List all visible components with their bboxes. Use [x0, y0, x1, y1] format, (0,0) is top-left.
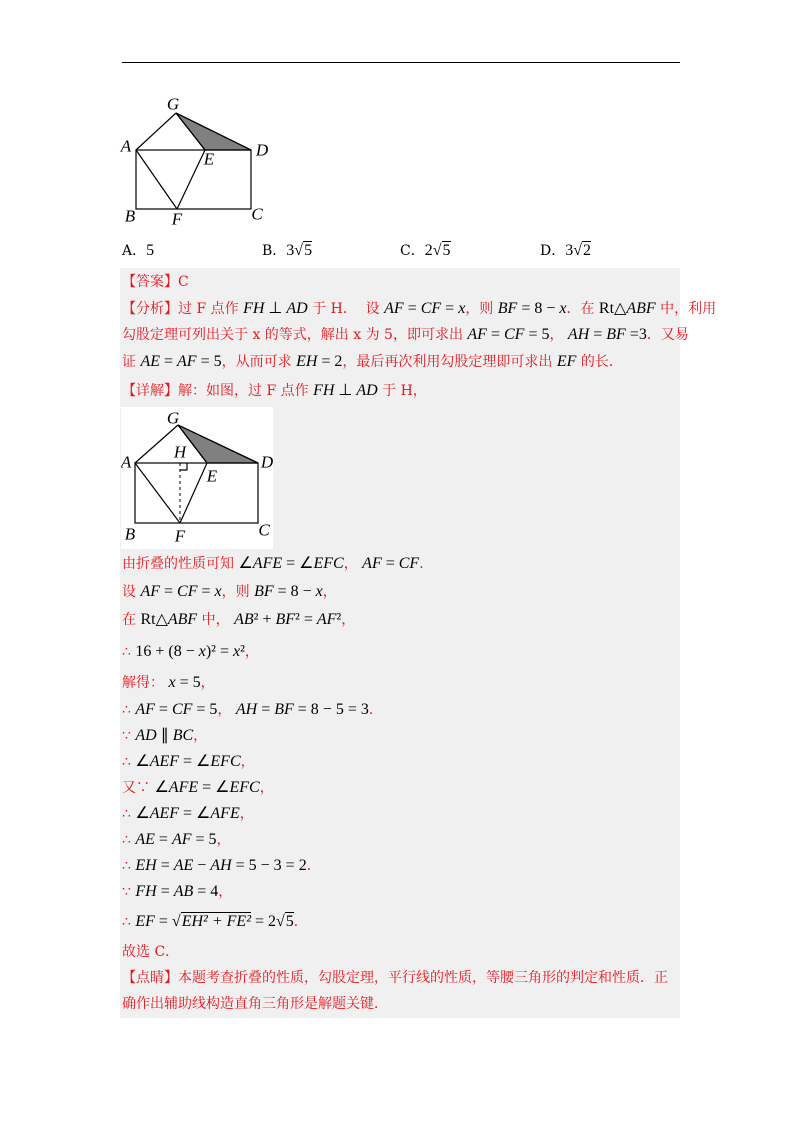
text-run: ∴: [122, 806, 136, 822]
text-run: 【点睛】本题考查折叠的性质，勾股定理，平行线的性质，等腰三角形的判定和性质．正: [122, 970, 668, 986]
math-run: = 2: [317, 353, 343, 370]
math-run: AD: [356, 382, 378, 399]
text-run: 的长．: [576, 354, 623, 370]
text-run: ，: [218, 884, 233, 900]
text-run: 中，: [197, 612, 235, 628]
math-run: =: [257, 701, 275, 718]
math-run: BF: [274, 701, 294, 718]
text-run: 故选 C．: [122, 944, 180, 960]
math-run: =3: [625, 326, 647, 343]
math-run: = 5: [196, 353, 222, 370]
math-run: BC: [172, 727, 194, 744]
text-run: ，最后再次利用勾股定理即可求出: [342, 354, 557, 370]
option-label: C．: [400, 243, 425, 259]
math-run: AFE: [252, 555, 283, 572]
math-run: FH: [135, 883, 157, 900]
text-run: ∴: [122, 702, 136, 718]
text-run: ，: [244, 644, 259, 660]
math-run: ABF: [626, 300, 656, 317]
text-run: ∴: [122, 858, 136, 874]
math-run: ² +: [253, 611, 276, 628]
option-label: D．: [540, 243, 566, 259]
math-run: =: [160, 353, 178, 370]
radicand: 5: [442, 242, 451, 259]
text-run: ，: [217, 702, 236, 718]
math-run: 3√: [565, 242, 583, 259]
math-run: AE: [140, 353, 160, 370]
rectangle-ABCD: [135, 463, 258, 523]
option-c: [400, 241, 451, 261]
math-run: = 5: [524, 326, 550, 343]
text-run: ．: [306, 858, 321, 874]
math-run: AF: [316, 611, 337, 628]
option-d: [540, 241, 591, 261]
segment-AG: [135, 425, 178, 463]
label-B: B: [124, 206, 136, 226]
label-H: H: [173, 442, 187, 462]
comment-line-2: [122, 993, 388, 1015]
analysis-line-2: [122, 324, 689, 346]
math-run: = 5 − 3 = 2: [231, 857, 307, 874]
math-run: = ∠: [179, 753, 211, 770]
math-run: = 5: [191, 831, 217, 848]
math-run: = 2√: [250, 913, 285, 930]
math-run: = 4: [193, 883, 219, 900]
text-run: 设: [122, 584, 141, 600]
text-run: 于 H． 设: [307, 301, 385, 317]
math-run: ⊥: [334, 382, 357, 399]
math-run: AF: [177, 353, 197, 370]
math-run: = 5: [192, 701, 218, 718]
math-run: 3√: [286, 242, 304, 259]
text-run: ，: [549, 327, 568, 343]
math-run: AEF: [149, 753, 180, 770]
math-run: FH: [313, 382, 335, 399]
text-run: ，: [259, 780, 274, 796]
math-run: BF: [497, 300, 518, 317]
analysis-line-1: [122, 298, 716, 320]
label-F: F: [171, 209, 183, 229]
text-run: ，则: [465, 301, 498, 317]
question-figure: [118, 95, 278, 230]
detail-line-5: [122, 672, 215, 694]
math-run: AF: [140, 583, 160, 600]
math-run: =: [160, 583, 178, 600]
math-run: AD: [135, 727, 157, 744]
conclusion-line: [122, 941, 179, 963]
math-run: AD: [286, 300, 308, 317]
option-b: [262, 241, 312, 261]
math-run: BF: [275, 611, 296, 628]
text-run: 中，利用: [655, 301, 717, 317]
math-run: =: [197, 583, 215, 600]
math-run: EF: [556, 353, 577, 370]
text-run: 【详解】解：如图，过 F 点作: [122, 383, 314, 399]
text-run: ，: [239, 806, 254, 822]
right-angle-mark: [180, 463, 187, 470]
segment-AF: [136, 150, 177, 209]
math-run: CF: [398, 555, 420, 572]
math-run: AH: [210, 857, 232, 874]
math-run: EFC: [229, 779, 260, 796]
segment-AG: [136, 113, 176, 150]
math-run: ²: [336, 611, 342, 628]
math-run: x: [559, 300, 567, 317]
math-run: x: [315, 583, 323, 600]
label-A: A: [121, 452, 132, 472]
detail-line-2: [122, 581, 337, 603]
math-run: −: [193, 857, 211, 874]
label-E: E: [203, 149, 215, 169]
text-run: 于 H，: [377, 383, 427, 399]
math-run: =: [156, 857, 174, 874]
math-run: AE: [135, 831, 155, 848]
math-run: AB: [173, 883, 194, 900]
label-C: C: [251, 204, 263, 224]
detail-line-11: [122, 829, 231, 851]
text-run: 【答案】C: [122, 274, 189, 290]
math-run: AF: [467, 326, 487, 343]
math-run: x: [168, 674, 176, 691]
text-run: ．: [419, 556, 434, 572]
math-run: CF: [503, 326, 525, 343]
text-run: 在: [122, 612, 141, 628]
radicand: 5: [304, 242, 313, 259]
label-G: G: [166, 95, 180, 114]
math-run: BF: [606, 326, 626, 343]
math-run: ∠: [135, 805, 150, 822]
math-run: = 5: [175, 674, 201, 691]
text-run: ∴: [122, 832, 136, 848]
math-run: EF: [135, 913, 155, 930]
text-run: ，: [341, 612, 356, 628]
math-run: EH: [296, 353, 318, 370]
math-run: = 8 −: [517, 300, 560, 317]
text-run: ，: [343, 556, 363, 572]
detail-line-3: [122, 609, 355, 631]
detail-line-12: [122, 855, 321, 877]
segment-AF: [135, 463, 180, 523]
text-run: ，: [322, 584, 337, 600]
math-run: AF: [362, 555, 382, 572]
math-run: ² =: [295, 611, 317, 628]
math-run: BF: [254, 583, 274, 600]
math-run: Rt△: [598, 300, 627, 317]
header-rule: [122, 62, 680, 63]
math-run: x: [214, 583, 222, 600]
option-a: [122, 241, 154, 261]
math-run: = √: [154, 913, 181, 930]
detail-line-6: [122, 699, 383, 721]
segment-EF: [180, 463, 207, 523]
math-run: =: [381, 555, 399, 572]
option-label: B．: [262, 243, 287, 259]
segment-EF: [177, 150, 205, 209]
math-run: EFC: [313, 555, 344, 572]
text-run: ∴: [122, 914, 136, 930]
detail-line-13: [122, 881, 232, 903]
solution-panel: [120, 268, 717, 1018]
math-run: =: [156, 883, 174, 900]
math-run: FH: [243, 300, 265, 317]
text-run: ．: [368, 702, 383, 718]
math-run: EFC: [210, 753, 241, 770]
math-run: AF: [135, 701, 155, 718]
text-run: ∵: [122, 728, 136, 744]
math-run: ²: [240, 643, 245, 660]
text-run: 证: [122, 354, 141, 370]
text-run: ，: [240, 754, 255, 770]
math-run: AE: [173, 857, 194, 874]
text-run: ，: [216, 832, 231, 848]
math-run: AH: [235, 701, 258, 718]
math-run: = 8 −: [273, 583, 316, 600]
text-run: 确作出辅助线构造直角三角形是解题关键．: [122, 996, 388, 1012]
detail-line-4: [122, 641, 259, 663]
text-run: ，则: [221, 584, 255, 600]
math-run: x: [233, 643, 241, 660]
math-run: CF: [171, 701, 193, 718]
label-C: C: [258, 520, 270, 540]
radicand: EH² + FE²: [181, 913, 251, 930]
math-run: =: [589, 326, 607, 343]
detail-line-7: [122, 725, 207, 747]
math-run: 16 + (8 −: [135, 643, 199, 660]
text-run: ，: [200, 675, 215, 691]
math-run: ∥: [156, 727, 173, 744]
text-run: 【分析】过 F 点作: [122, 301, 244, 317]
math-run: AF: [171, 831, 192, 848]
text-run: ∴: [122, 644, 136, 660]
option-label: A．: [122, 243, 147, 259]
text-run: ．: [293, 914, 308, 930]
comment-line-1: [122, 967, 668, 989]
text-run: ∵: [122, 884, 136, 900]
math-run: = ∠: [198, 779, 230, 796]
math-run: x: [198, 643, 206, 660]
label-A: A: [120, 136, 132, 156]
text-run: 解得：: [122, 675, 169, 691]
math-run: AEF: [149, 805, 180, 822]
radicand: 5: [285, 913, 294, 930]
math-run: AFE: [168, 779, 199, 796]
math-run: = ∠: [179, 805, 211, 822]
analysis-line-3: [122, 351, 623, 373]
math-run: =: [441, 300, 459, 317]
text-run: ．在: [566, 301, 599, 317]
math-run: ∠: [154, 779, 169, 796]
text-run: 勾股定理可列出关于 x 的等式，解出 x 为 5，即可求出: [122, 327, 468, 343]
text-run: ，: [193, 728, 208, 744]
math-run: =: [154, 831, 172, 848]
text-run: ．又易: [646, 327, 689, 343]
math-run: CF: [420, 300, 442, 317]
solution-figure: [121, 407, 273, 549]
detail-line-9: [122, 777, 274, 799]
text-run: 又∵: [122, 780, 155, 796]
math-run: x: [458, 300, 466, 317]
math-run: =: [154, 701, 172, 718]
math-run: EH: [135, 857, 157, 874]
math-run: = ∠: [282, 555, 314, 572]
math-run: )² =: [205, 643, 233, 660]
detail-line-1: [122, 553, 433, 575]
rectangle-ABCD: [136, 150, 251, 209]
detail-heading: [122, 380, 427, 402]
math-run: =: [486, 326, 504, 343]
label-E: E: [206, 466, 218, 486]
detail-line-8: [122, 751, 255, 773]
answer-line: [122, 271, 189, 293]
math-run: 2√: [424, 242, 442, 259]
math-run: ∠: [135, 753, 150, 770]
label-D: D: [255, 140, 269, 160]
detail-line-10: [122, 803, 254, 825]
radicand: 2: [583, 242, 592, 259]
math-run: AH: [567, 326, 590, 343]
label-F: F: [174, 526, 186, 546]
math-run: = 8 − 5 = 3: [293, 701, 369, 718]
math-run: 5: [146, 242, 155, 259]
math-run: CF: [177, 583, 198, 600]
math-run: ⊥: [264, 300, 287, 317]
math-run: Rt△: [140, 611, 168, 628]
math-run: ∠: [238, 555, 253, 572]
label-B: B: [124, 524, 136, 544]
text-run: ，从而可求: [221, 354, 297, 370]
text-run: ∴: [122, 754, 136, 770]
label-D: D: [260, 452, 273, 472]
math-run: =: [403, 300, 421, 317]
detail-line-14: [122, 911, 308, 933]
math-run: ABF: [167, 611, 198, 628]
math-run: AB: [234, 611, 254, 628]
label-G: G: [166, 408, 180, 428]
math-run: AFE: [210, 805, 240, 822]
text-run: 由折叠的性质可知: [122, 556, 239, 572]
math-run: AF: [384, 300, 404, 317]
